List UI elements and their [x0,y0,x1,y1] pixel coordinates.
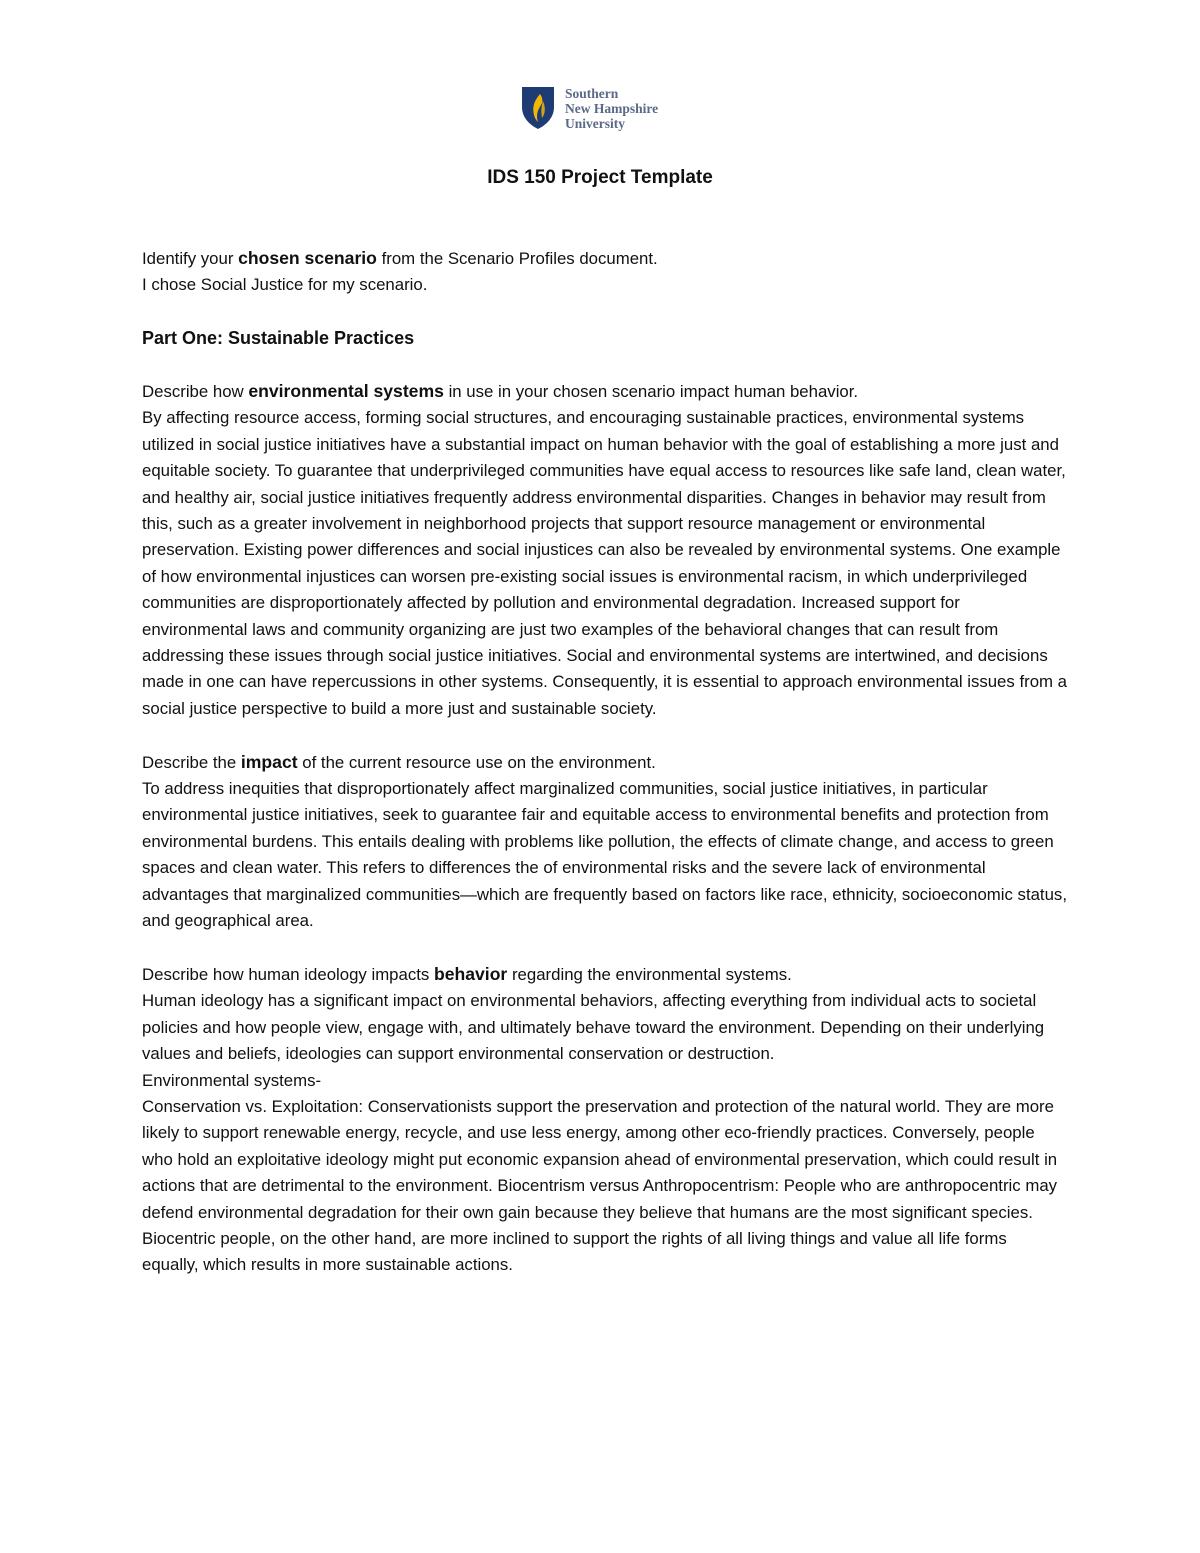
q1-answer: By affecting resource access, forming social structures, and encouraging sustainable practices, environmental systems utilized in social justice initiatives have a substantial impact on human behavior with the goal of establishing a more just and equitable society. To guarantee that underprivileged communities have equal access to resources like safe land, clean water, and healthy air, social justice initiatives frequently address environmental disparities. Changes in behavior may result from this, such as a greater involvement in neighborhood projects that support resource management or environmental preservation. Existing power differences and social injustices can also be revealed by environmental systems. One example of how environmental injustices can worsen pre-existing social issues is environmental racism, in which underprivileged communities are disproportionately affected by pollution and environmental degradation. Increased support for environmental laws and community organizing are just two examples of the behavioral changes that can result from addressing these issues through social justice initiatives. Social and environmental systems are intertwined, and decisions made in one can have repercussions in other systems. Consequently, it is essential to approach environmental issues from a social justice perspective to build a more just and sustainable society. [142,408,1068,718]
university-logo [520,84,658,132]
q3-answer-2: Conservation vs. Exploitation: Conservationists support the preservation and protection of the natural world. They are more likely to support renewable energy, recycle, and use less energy, among other eco-friendly practices. Conversely, people who hold an exploitative ideology might put economic expansion ahead of environmental preservation, which could result in actions that are detrimental to the environment. Biocentrism versus Anthropocentrism: People who are anthropocentric may defend environmental degradation for their own gain because they believe that humans are the most significant species. Biocentric people, on the other hand, are more inclined to support the rights of all living things and value all life forms equally, which results in more sustainable actions. [142,1096,1058,1275]
scenario-prompt-post: from the Scenario Profiles document. [376,249,658,268]
wordmark-line-2: New Hampshire [565,100,659,116]
q2-prompt [142,749,1067,776]
scenario-prompt [142,245,1067,272]
document-title: IDS 150 Project Template [487,167,713,188]
q1-prompt-bold: environmental systems [248,381,444,401]
q3-prompt-pre: Describe how human ideology impacts [142,964,434,984]
q3-prompt-bold: behavior [433,963,508,984]
q1-prompt-post: in use in your chosen scenario impact human behavior. [443,382,859,401]
q2-prompt-post: of the current resource use on the environment. [297,752,656,772]
shield-flame-icon [520,85,556,131]
q3-prompt [142,961,1067,988]
scenario-prompt-bold: chosen scenario [238,248,377,268]
document-body [142,245,1067,1279]
q2-prompt-pre: Describe the [142,752,241,772]
q3-prompt-post: regarding the environmental systems. [507,964,792,984]
university-wordmark [565,86,658,131]
scenario-prompt-pre: Identify your [142,249,239,268]
wordmark-line-3: University [565,115,625,131]
q2-answer: To address inequities that disproportionately affect marginalized communities, social justice initiatives, in particular environmental justice initiatives, seek to guarantee fair and equitable access to environmental benefits and protection from environmental burdens. This entails dealing with problems like pollution, the effects of climate change, and access to green spaces and clean water. This refers to differences the of environmental risks and the severe lack of environmental advantages that marginalized communities—which are frequently based on factors like race, ethnicity, socioeconomic status, and geographical area. [142,779,1067,931]
q3-answer: Human ideology has a significant impact on environmental behaviors, affecting everything from individual acts to societal policies and how people view, engage with, and ultimately behave toward the environment. Depending on their underlying values and beliefs, ideologies can support environmental conservation or destruction. [142,991,1045,1064]
q1-prompt-pre: Describe how [142,382,249,401]
scenario-answer: I chose Social Justice for my scenario. [142,275,428,295]
wordmark-line-1: Southern [565,85,619,101]
q2-prompt-bold: impact [240,751,298,772]
q3-subheading: Environmental systems- [142,1070,322,1090]
q1-prompt [142,378,1067,405]
part-one-heading: Part One: Sustainable Practices [142,328,415,349]
